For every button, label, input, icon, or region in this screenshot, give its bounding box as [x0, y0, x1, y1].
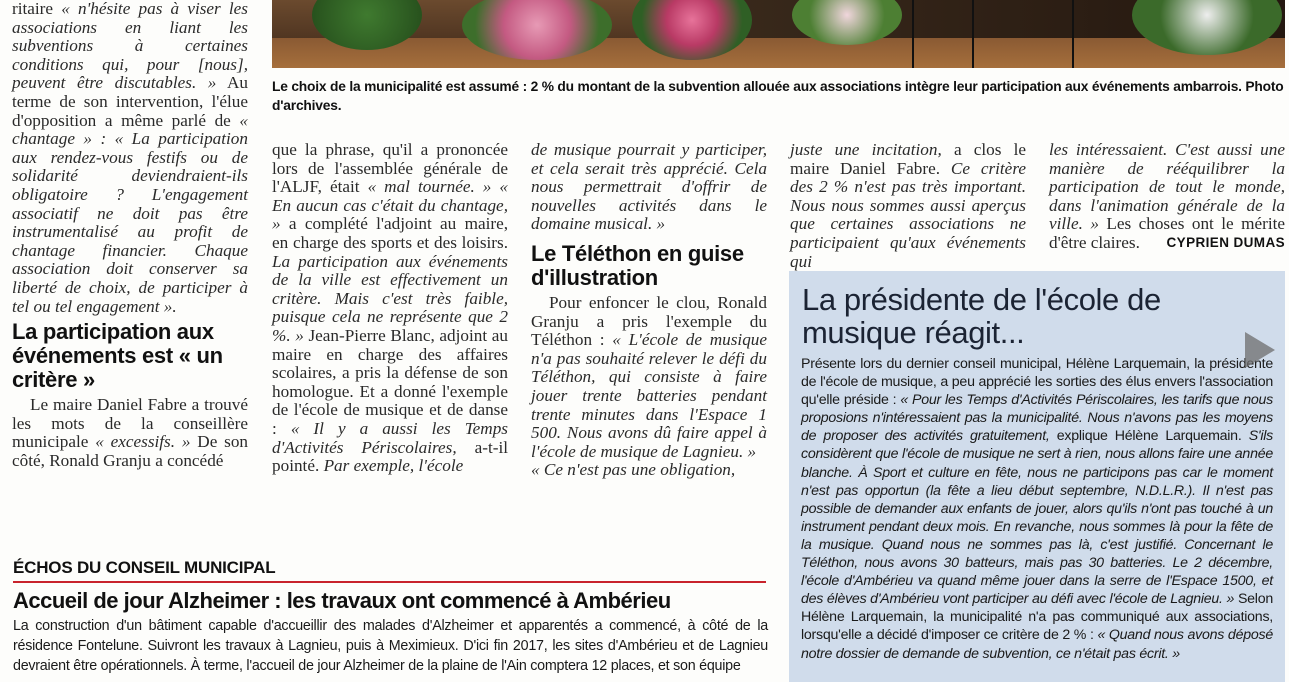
column-1 — [12, 0, 248, 470]
quote: Ce critère des 2 % n'est pas très important. Nous nous sommes aussi aperçus que certaines associations ne participaient qu'aux événements qui — [790, 158, 1026, 271]
quote: « mal tournée. » « En aucun cas c'était du chantage, » — [272, 177, 508, 234]
paragraph: « Ce n'est pas une obligation, — [531, 460, 736, 480]
sidebar-box — [789, 271, 1285, 682]
section-divider — [13, 581, 766, 583]
text: Selon Hélène Larquemain, la municipalité n'a pas communiqué aux associations, lorsqu'elle a décidé d'imposer ce critère de 2 % : — [801, 591, 1273, 644]
quote: Par exemple, l'école — [323, 456, 464, 476]
text: Pour enfoncer le clou, Ronald Granju a pris l'exemple du Téléthon : — [531, 292, 767, 350]
quote: « Pour les Temps d'Activités Périscolaires, les tarifs que nous proposions n'intéressaient pas la municipalité. Nous n'avons pas les moyens de proposer des activités gratuitement, — [801, 392, 1273, 445]
text: a clos le maire Daniel Fabre. — [790, 140, 1026, 178]
music-stand — [1072, 0, 1074, 68]
text: Jean-Pierre Blanc, adjoint au maire en charge des affaires scolaires, a pris la défense de son homologue. Et a donné l'exemple de l'école de musique et de danse : — [272, 325, 508, 438]
quote: les intéressaient. C'est aussi une manière de rééquilibrer la participation de tout le monde, dans l'animation générale de la ville. » — [1049, 140, 1285, 234]
column-2 — [272, 141, 508, 476]
sidebar-title: La présidente de l'école de musique réagit... — [802, 282, 1161, 350]
text: a complété l'adjoint au maire, en charge des sports et des loisirs. — [272, 214, 509, 252]
section-label: ÉCHOS DU CONSEIL MUNICIPAL — [13, 558, 276, 577]
text: Le maire Daniel Fabre a trouvé les mots de la conseillère municipale — [12, 395, 248, 452]
text: Au terme de son intervention, l'élue d'opposition a même parlé de — [12, 73, 248, 130]
music-stand — [972, 0, 974, 68]
text: De son côté, Ronald Granju a concédé — [12, 432, 249, 470]
text: a-t-il pointé. — [272, 437, 508, 476]
paragraph — [272, 141, 508, 476]
quote: « L'école de musique n'a pas souhaité relever le défi du Téléthon, qui consiste à faire jouer trente batteries pendant trente minutes dans l'Espace 1 500. Nous avons dû faire appel à l'école de musique de Lagnieu. » — [531, 330, 768, 461]
paragraph — [12, 396, 248, 470]
text: ritaire — [12, 0, 54, 18]
brief-body: La construction d'un bâtiment capable d'accueillir des malades d'Alzheimer et apparentés a commencé, à côté de la résidence Fontelune. Suivront les travaux à Lagnieu, puis à Meximieux. D'ici fin 2017, les sites d'Ambérieu et de Lagnieu devraient être opérationnels. À terme, l'accueil de jour Alzheimer de la plaine de l'Ain comptera 12 places, et son équipe — [13, 618, 768, 674]
quote: « Il y a aussi les Temps d'Activités Périscolaires, — [272, 418, 508, 457]
next-arrow-icon[interactable] — [1245, 332, 1275, 368]
quote: « excessifs. » — [95, 432, 191, 452]
photo-caption: Le choix de la municipalité est assumé : 2 % du montant de la subvention allouée aux associations intègre leur participation aux événements ambarrois. Photo d'archives. — [272, 79, 1284, 113]
quote: juste une incitation, — [790, 140, 942, 159]
music-stand — [912, 0, 914, 68]
column-5 — [1049, 141, 1285, 253]
column-3 — [531, 141, 767, 480]
quote: « n'hésite pas à viser les associations en liant les subventions à certaines conditions qui, pour [nous], peuvent être discutables. » — [12, 0, 248, 93]
quote: « Quand nous avons déposé notre dossier de demande de subvention, ce n'était pas écrit. » — [801, 627, 1273, 662]
article-photo — [272, 0, 1285, 68]
paragraph — [531, 294, 767, 461]
photo-floor — [272, 38, 1285, 68]
quote: « chantage » : « La participation aux rendez-vous festifs ou de solidarité deviendraient-ils obligatoire ? L'engagement associatif ne doit pas être instrumentalisé au profit de chantage financier. Chaque association doit conserver sa liberté de choix, de participer à tel ou tel engagement ». — [12, 110, 249, 316]
subheading: Le Téléthon en guise d'illustration — [531, 240, 744, 290]
text: que la phrase, qu'il a prononcée lors de l'assemblée générale de l'ALJF, était — [272, 140, 508, 197]
quote: La participation aux événements de la ville est effectivement un critère. Mais c'est très faible, puisque cela ne représente que 2 %. » — [272, 251, 508, 345]
paragraph — [12, 0, 248, 316]
paragraph — [1049, 141, 1285, 253]
paragraph: de musique pourrait y participer, et cela serait très apprécié. Cela nous permettrait d'offrir de nouvelles activités dans le domaine musical. » — [531, 140, 767, 234]
text: Les choses ont le mérite d'être claires. — [1049, 214, 1286, 252]
subheading: La participation aux événements est « un critère » — [12, 319, 223, 393]
author-byline: CYPRIEN DUMAS — [1166, 234, 1285, 250]
paragraph — [790, 141, 1026, 271]
text: Présente lors du dernier conseil municipal, Hélène Larquemain, la présidente de l'école de musique, a peu apprécié les sorties des élus envers l'association qu'elle préside : — [801, 356, 1273, 409]
column-4 — [790, 141, 1026, 271]
brief-title: Accueil de jour Alzheimer : les travaux ont commencé à Ambérieu — [13, 588, 671, 613]
sidebar-body — [789, 349, 1285, 663]
quote: S'ils considèrent que l'école de musique ne sert à rien, nous allons faire une année blanche. À Sport et culture en fête, nous ne participons pas car le moment n'est pas opportun (la fête a lieu début septembre, N.D.L.R.). Il n'est pas possible de demander aux enfants de jouer, alors qu'ils n'ont pas touché à un instrument pendant deux mois. En revanche, nous sommes là pour la fête de la musique. Quand nous ne sommes pas là, c'est justifié. Concernant le Téléthon, nous avons 30 batteurs, mais pas 30 batteries. Le 2 décembre, l'école d'Ambérieu va quand même jouer dans la serre de l'Espace 1500, et des élèves d'Ambérieu vont participer au défi avec l'école de Lagnieu. » — [801, 428, 1274, 608]
text: explique Hélène Larquemain. — [1056, 428, 1242, 445]
